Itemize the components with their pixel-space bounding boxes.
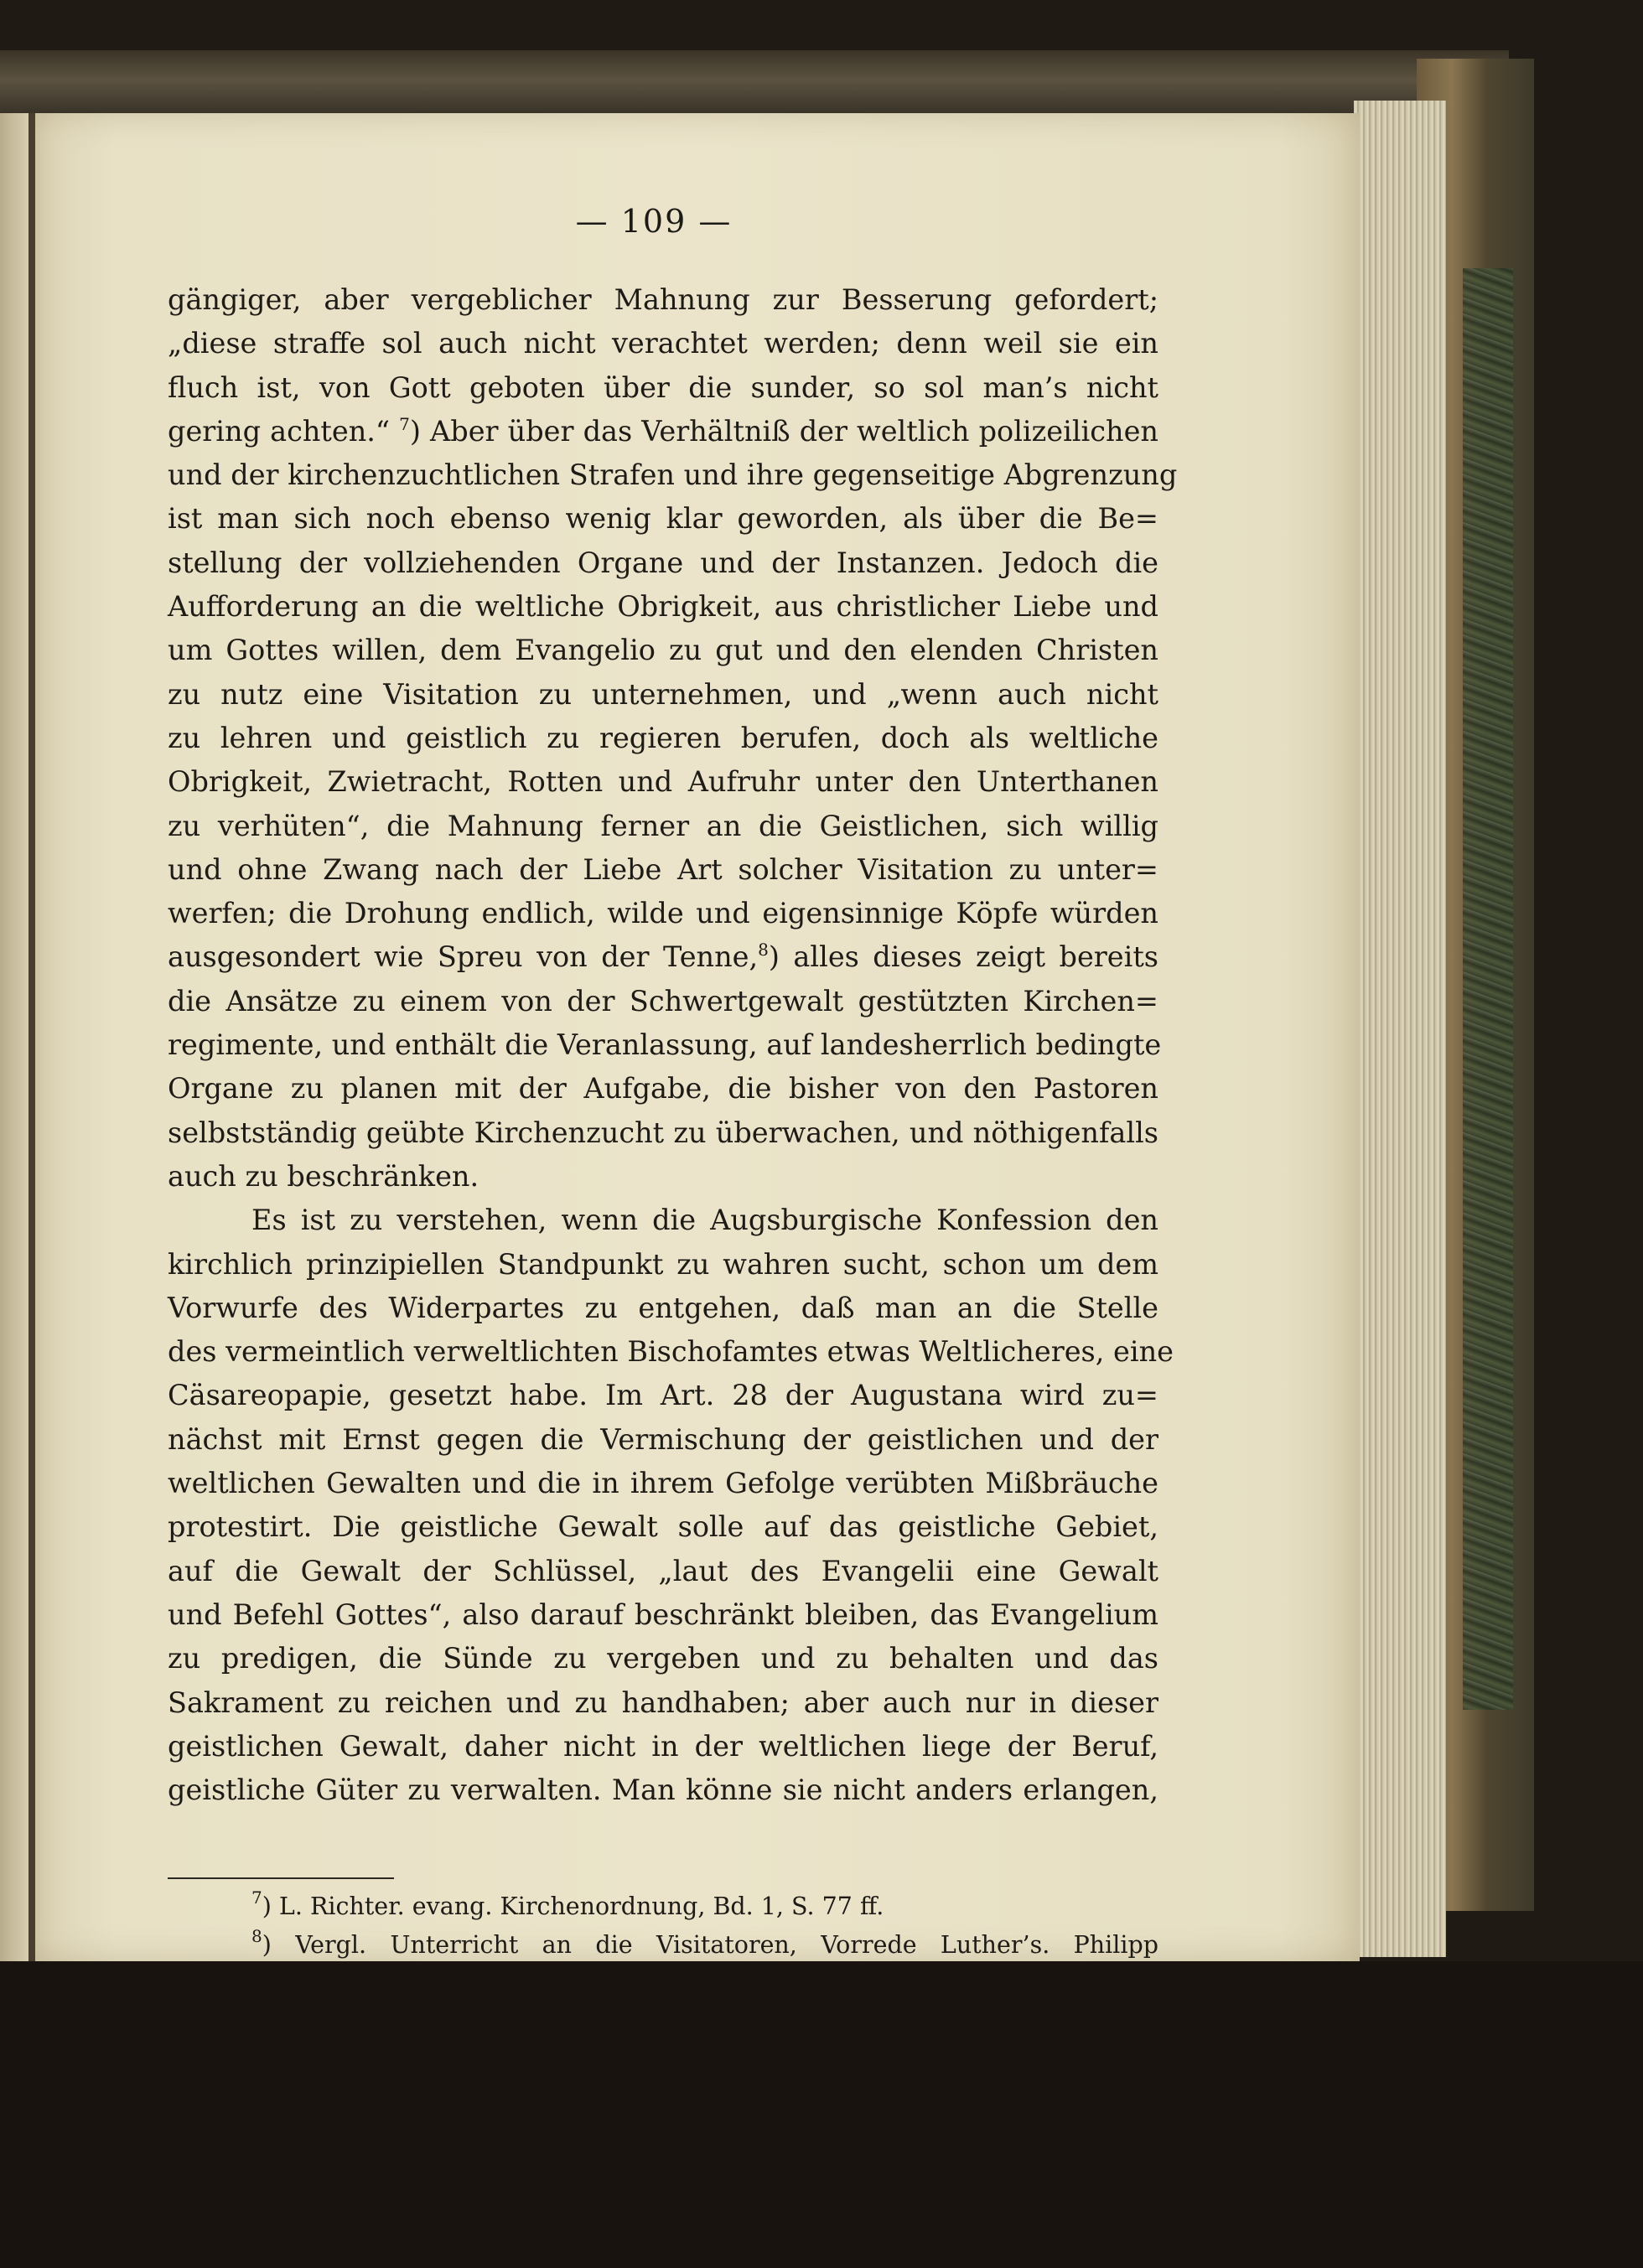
text-line: „diese straffe sol auch nicht verachtet werden; denn weil sie ein [168,327,1158,360]
footnote: $^7$) L. Richter. evang. Kirchenordnung, Bd. 1, S. 77 ff. [251,1887,884,1920]
text-line: auf die Gewalt der Schlüssel, „laut des Evangelii eine Gewalt [168,1554,1158,1587]
text-line: Organe zu planen mit der Aufgabe, die bisher von den Pastoren [168,1072,1158,1106]
text-line: und der kirchenzuchtlichen Strafen und ihre gegenseitige Abgrenzung [168,458,1178,492]
text-line: Vorwurfe des Widerpartes zu entgehen, daß man an die Stelle [168,1291,1158,1324]
text-line: zu verhüten“, die Mahnung ferner an die Geistlichen, sich willig [168,809,1158,842]
footnote-ref: 8 [758,940,769,961]
body-text [168,278,1178,1812]
text-line: weltlichen Gewalten und die in ihrem Gefolge verübten Mißbräuche [168,1467,1158,1500]
text-line: geistliche Güter zu verwalten. Man könne sie nicht anders erlangen, [168,1773,1158,1807]
text-line: zu nutz eine Visitation zu unternehmen, und „wenn auch nicht [168,677,1158,711]
scan-bottom-margin [0,1961,1643,2268]
left-page-edge [0,113,29,2267]
footnote-rule [168,1877,394,1879]
text-line: zu lehren und geistlich zu regieren berufen, doch als weltliche [168,721,1158,754]
marbled-cover [1463,268,1513,1710]
text-line: regimente, und enthält die Veranlassung, auf landesherrlich bedingte [168,1028,1162,1062]
text-line: Es ist zu verstehen, wenn die Augsburgische Konfession den [251,1204,1158,1237]
text-line: selbstständig geübte Kirchenzucht zu überwachen, und nöthigenfalls [168,1116,1158,1149]
text-line: protestirt. Die geistliche Gewalt solle auf das geistliche Gebiet, [168,1510,1158,1544]
gutter [29,113,35,2267]
text-line: ist man sich noch ebenso wenig klar geworden, als über die Be= [168,502,1158,536]
text-line: geistlichen Gewalt, daher nicht in der weltlichen liege der Beruf, [168,1729,1158,1763]
text-line: des vermeintlich verweltlichten Bischofamtes etwas Weltlicheres, eine [168,1335,1174,1369]
text-line: kirchlich prinzipiellen Standpunkt zu wahren sucht, schon um dem [168,1247,1158,1281]
page-stack-edge [1354,101,1446,1957]
text-line: Sakrament zu reichen und zu handhaben; aber auch nur in dieser [168,1685,1158,1719]
footnote-ref: 7 [399,413,410,434]
page-number: — 109 — [575,203,733,240]
text-line: um Gottes willen, dem Evangelio zu gut und den elenden Christen [168,634,1158,667]
text-line: Aufforderung an die weltliche Obrigkeit, aus christlicher Liebe und [168,590,1158,624]
footnote-mark: 8 [251,1926,262,1946]
text-line: gering achten.“ $^7$) Aber über das Verhältniß der weltlich polizeilichen [168,413,1158,448]
text-line: nächst mit Ernst gegen die Vermischung der geistlichen und der [168,1422,1158,1456]
footnote: $^8$) Vergl. Unterricht an die Visitatoren, Vorrede Luther’s. Philipp [251,1926,1158,1959]
footnote-mark: 7 [251,1887,262,1908]
text-line: ausgesondert wie Spreu von der Tenne,$^8$) alles dieses zeigt bereits [168,940,1158,974]
text-line: auch zu beschränken. [168,1159,479,1193]
text-line: stellung der vollziehenden Organe und der Instanzen. Jedoch die [168,546,1158,579]
text-line: und ohne Zwang nach der Liebe Art solcher Visitation zu unter= [168,852,1158,886]
text-line: Obrigkeit, Zwietracht, Rotten und Aufruhr unter den Unterthanen [168,765,1158,799]
text-line: werfen; die Drohung endlich, wilde und eigensinnige Köpfe würden [168,897,1158,930]
text-line: zu predigen, die Sünde zu vergeben und zu behalten und das [168,1642,1158,1675]
text-line: die Ansätze zu einem von der Schwertgewalt gestützten Kirchen= [168,984,1158,1017]
text-line: Cäsareopapie, gesetzt habe. Im Art. 28 der Augustana wird zu= [168,1379,1158,1412]
text-line: fluch ist, von Gott geboten über die sunder, so sol man’s nicht [168,370,1158,404]
text-line: gängiger, aber vergeblicher Mahnung zur Besserung gefordert; [168,283,1158,316]
text-line: und Befehl Gottes“, also darauf beschränkt bleiben, das Evangelium [168,1597,1158,1631]
